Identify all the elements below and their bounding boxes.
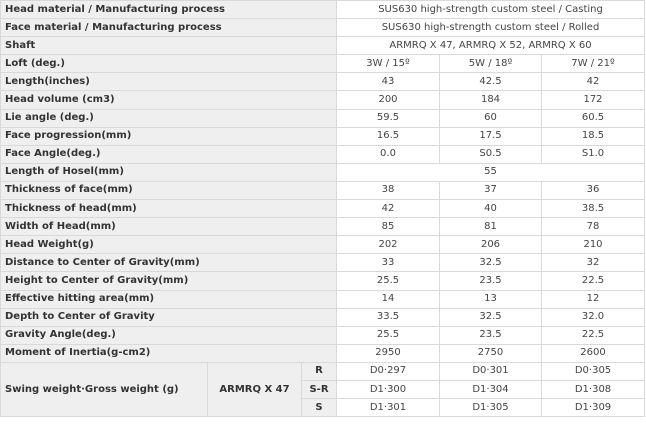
row-cg-height <box>1 272 645 290</box>
row-value: SUS630 high-strength custom steel / Casting <box>337 1 645 19</box>
swing-weight-label: Swing weight·Gross weight (g) <box>1 362 208 416</box>
cell-5w: 32.5 <box>440 254 542 272</box>
row-label: Gravity Angle(deg.) <box>1 326 337 344</box>
row-cg-depth <box>1 308 645 326</box>
cell-5w: D0·301 <box>440 362 542 380</box>
cell-7w: 7W / 21º <box>542 55 645 73</box>
row-value: 55 <box>337 163 645 181</box>
cell-3w: 25.5 <box>337 326 440 344</box>
row-lie-angle <box>1 109 645 127</box>
cell-5w: 23.5 <box>440 272 542 290</box>
row-face-progression <box>1 127 645 145</box>
row-gravity-angle <box>1 326 645 344</box>
cell-7w: S1.0 <box>542 145 645 163</box>
row-label: Thickness of face(mm) <box>1 181 337 199</box>
cell-7w: D0·305 <box>542 362 645 380</box>
cell-3w: 33 <box>337 254 440 272</box>
row-label: Depth to Center of Gravity <box>1 308 337 326</box>
cell-7w: 38.5 <box>542 200 645 218</box>
swing-weight-shaft: ARMRQ X 47 <box>208 362 302 416</box>
cell-3w: 43 <box>337 73 440 91</box>
row-face-thickness <box>1 181 645 199</box>
row-moment-inertia <box>1 344 645 362</box>
cell-7w: 210 <box>542 236 645 254</box>
cell-3w: 3W / 15º <box>337 55 440 73</box>
cell-5w: 184 <box>440 91 542 109</box>
cell-3w: 42 <box>337 200 440 218</box>
row-face-angle <box>1 145 645 163</box>
row-length <box>1 73 645 91</box>
row-label: Head volume (cm3) <box>1 91 337 109</box>
cell-7w: 42 <box>542 73 645 91</box>
row-face-material <box>1 19 645 37</box>
cell-5w: 206 <box>440 236 542 254</box>
flex-label: R <box>302 362 337 380</box>
row-label: Head material / Manufacturing process <box>1 1 337 19</box>
cell-3w: 0.0 <box>337 145 440 163</box>
row-label: Height to Center of Gravity(mm) <box>1 272 337 290</box>
row-head-weight <box>1 236 645 254</box>
cell-3w: 200 <box>337 91 440 109</box>
cell-3w: D1·300 <box>337 380 440 398</box>
cell-5w: 37 <box>440 181 542 199</box>
flex-label: S-R <box>302 380 337 398</box>
cell-7w: 32.0 <box>542 308 645 326</box>
row-label: Shaft <box>1 37 337 55</box>
row-head-volume <box>1 91 645 109</box>
row-value: ARMRQ X 47, ARMRQ X 52, ARMRQ X 60 <box>337 37 645 55</box>
row-label: Face progression(mm) <box>1 127 337 145</box>
row-shaft <box>1 37 645 55</box>
cell-5w: S0.5 <box>440 145 542 163</box>
cell-5w: 32.5 <box>440 308 542 326</box>
row-hosel-length <box>1 163 645 181</box>
cell-7w: D1·309 <box>542 399 645 417</box>
row-value: SUS630 high-strength custom steel / Rolled <box>337 19 645 37</box>
cell-3w: D0·297 <box>337 362 440 380</box>
row-label: Lie angle (deg.) <box>1 109 337 127</box>
row-hitting-area <box>1 290 645 308</box>
cell-5w: 40 <box>440 200 542 218</box>
cell-3w: D1·301 <box>337 399 440 417</box>
cell-3w: 85 <box>337 218 440 236</box>
cell-3w: 25.5 <box>337 272 440 290</box>
row-label: Head Weight(g) <box>1 236 337 254</box>
cell-7w: 78 <box>542 218 645 236</box>
row-head-material <box>1 1 645 19</box>
cell-5w: 23.5 <box>440 326 542 344</box>
cell-7w: 172 <box>542 91 645 109</box>
row-label: Face material / Manufacturing process <box>1 19 337 37</box>
cell-7w: 22.5 <box>542 272 645 290</box>
cell-7w: 60.5 <box>542 109 645 127</box>
cell-7w: 36 <box>542 181 645 199</box>
row-label: Width of Head(mm) <box>1 218 337 236</box>
cell-5w: D1·305 <box>440 399 542 417</box>
row-swing-weight-r <box>1 362 645 380</box>
cell-5w: 42.5 <box>440 73 542 91</box>
row-loft <box>1 55 645 73</box>
cell-7w: 12 <box>542 290 645 308</box>
cell-7w: 2600 <box>542 344 645 362</box>
row-head-thickness <box>1 200 645 218</box>
flex-label: S <box>302 399 337 417</box>
cell-3w: 2950 <box>337 344 440 362</box>
cell-7w: 32 <box>542 254 645 272</box>
cell-5w: D1·304 <box>440 380 542 398</box>
cell-7w: D1·308 <box>542 380 645 398</box>
row-label: Length of Hosel(mm) <box>1 163 337 181</box>
cell-3w: 14 <box>337 290 440 308</box>
cell-5w: 2750 <box>440 344 542 362</box>
cell-5w: 5W / 18º <box>440 55 542 73</box>
cell-7w: 22.5 <box>542 326 645 344</box>
row-label: Distance to Center of Gravity(mm) <box>1 254 337 272</box>
cell-3w: 16.5 <box>337 127 440 145</box>
row-label: Thickness of head(mm) <box>1 200 337 218</box>
cell-3w: 202 <box>337 236 440 254</box>
row-cg-distance <box>1 254 645 272</box>
cell-3w: 59.5 <box>337 109 440 127</box>
row-label: Moment of Inertia(g-cm2) <box>1 344 337 362</box>
cell-5w: 17.5 <box>440 127 542 145</box>
cell-3w: 33.5 <box>337 308 440 326</box>
cell-3w: 38 <box>337 181 440 199</box>
row-label: Effective hitting area(mm) <box>1 290 337 308</box>
row-head-width <box>1 218 645 236</box>
row-label: Face Angle(deg.) <box>1 145 337 163</box>
cell-7w: 18.5 <box>542 127 645 145</box>
cell-5w: 13 <box>440 290 542 308</box>
cell-5w: 60 <box>440 109 542 127</box>
cell-5w: 81 <box>440 218 542 236</box>
row-label: Loft (deg.) <box>1 55 337 73</box>
row-label: Length(inches) <box>1 73 337 91</box>
